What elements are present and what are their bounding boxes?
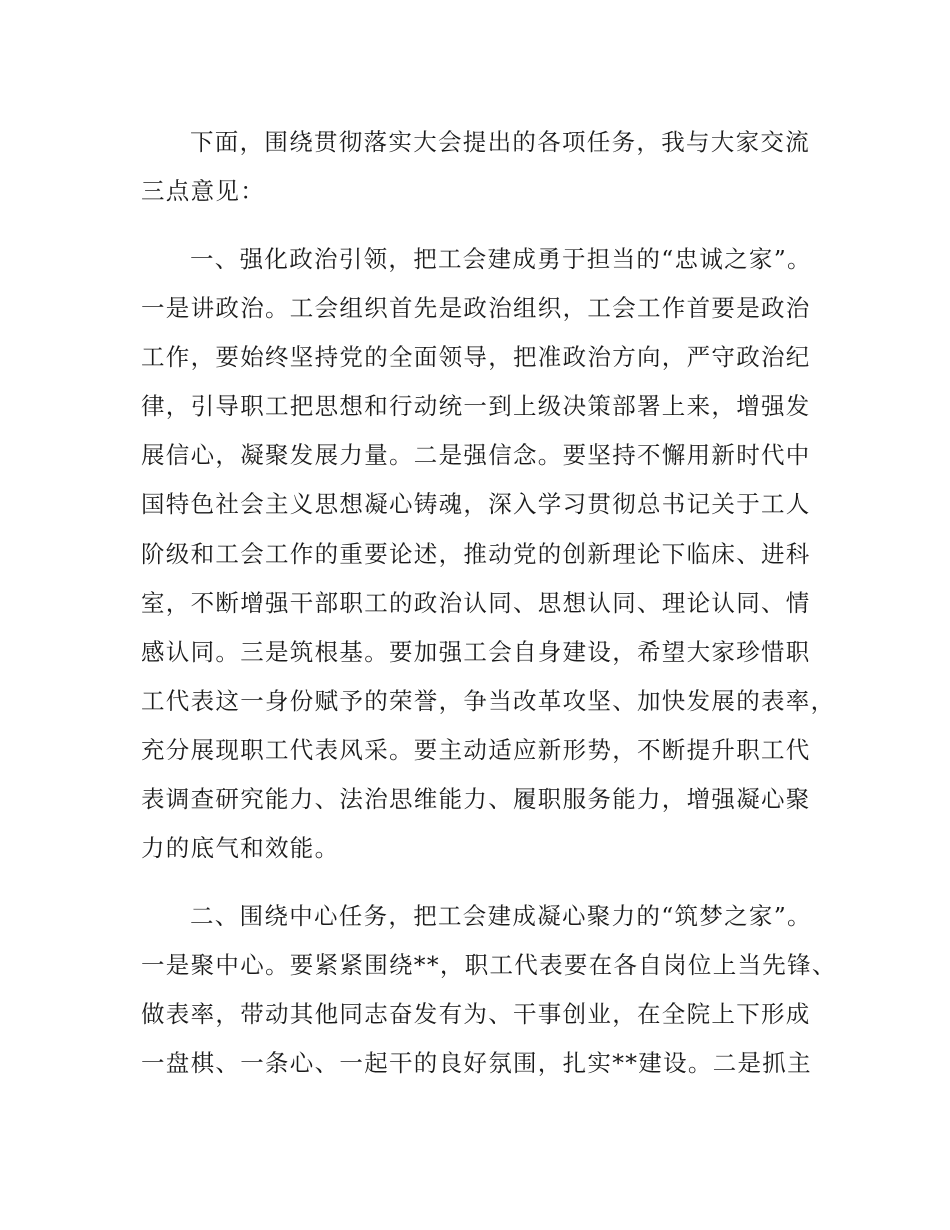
paragraph-3-line-1: 二、围绕中心任务，把工会建成凝心聚力的“筑梦之家”。 <box>190 902 812 930</box>
paragraph-3-line-4: 一盘棋、一条心、一起干的良好氛围，扎实**建设。二是抓主 <box>141 1049 812 1077</box>
paragraph-2-line-11: 充分展现职工代表风采。要主动适应新形势，不断提升职工代 <box>141 736 811 764</box>
paragraph-1-line-2: 三点意见： <box>141 177 265 205</box>
paragraph-2-line-12: 表调查研究能力、法治思维能力、履职服务能力，增强凝心聚 <box>141 785 811 813</box>
paragraph-2-line-4: 律，引导职工把思想和行动统一到上级决策部署上来，增强发 <box>141 392 811 420</box>
paragraph-2-line-13: 力的底气和效能。 <box>141 834 340 862</box>
paragraph-2-line-8: 室，不断增强干部职工的政治认同、思想认同、理论认同、情 <box>141 589 811 617</box>
paragraph-2-line-1: 一、强化政治引领，把工会建成勇于担当的“忠诚之家”。 <box>190 245 812 273</box>
paragraph-2-line-5: 展信心，凝聚发展力量。二是强信念。要坚持不懈用新时代中 <box>141 441 811 469</box>
paragraph-2-line-9: 感认同。三是筑根基。要加强工会自身建设，希望大家珍惜职 <box>141 638 811 666</box>
paragraph-2-line-2: 一是讲政治。工会组织首先是政治组织，工会工作首要是政治 <box>141 294 811 322</box>
paragraph-1-line-1: 下面，围绕贯彻落实大会提出的各项任务，我与大家交流 <box>190 128 810 156</box>
paragraph-2-line-7: 阶级和工会工作的重要论述，推动党的创新理论下临床、进科 <box>141 540 811 568</box>
paragraph-3-line-3: 做表率，带动其他同志奋发有为、干事创业，在全院上下形成 <box>141 1000 811 1028</box>
paragraph-2-line-6: 国特色社会主义思想凝心铸魂，深入学习贯彻总书记关于工人 <box>141 490 811 518</box>
paragraph-2-line-10: 工代表这一身份赋予的荣誉，争当改革攻坚、加快发展的表率， <box>141 687 836 715</box>
paragraph-2-line-3: 工作，要始终坚持党的全面领导，把准政治方向，严守政治纪 <box>141 343 811 371</box>
paragraph-3-line-2: 一是聚中心。要紧紧围绕**，职工代表要在各自岗位上当先锋、 <box>141 951 837 979</box>
